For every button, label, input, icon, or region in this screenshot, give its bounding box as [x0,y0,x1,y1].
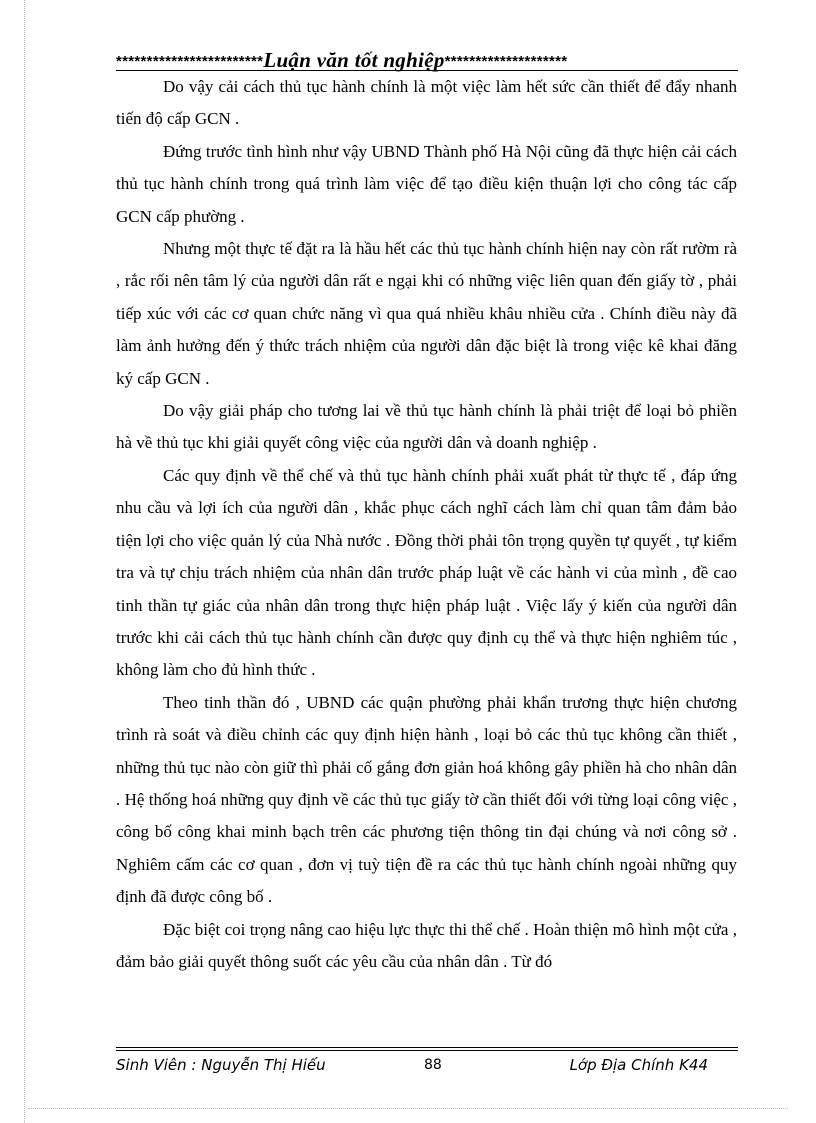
paragraph: Do vậy cải cách thủ tục hành chính là một việc làm hết sức cần thiết để đẩy nhanh tiến độ cấp GCN . [116,77,737,129]
footer-student-name: Sinh Viên : Nguyễn Thị Hiếu [116,1056,326,1074]
header-title: Luận văn tốt nghiệp [263,48,445,72]
paragraph: Đứng trước tình hình như vậy UBND Thành phố Hà Nội cũng đã thực hiện cải cách thủ tục hành chính trong quá trình làm việc để tạo điều kiện thuận lợi cho công tác cấp GCN cấp phường . [116,141,737,226]
footer-class-name: Lớp Địa Chính K44 [569,1056,708,1074]
paragraph: Đặc biệt coi trọng nâng cao hiệu lực thực thi thể chế . Hoàn thiện mô hình một cửa , đảm bảo giải quyết thông suốt các yêu cầu của nhân dân . Từ đó [116,919,737,971]
paragraph: Do vậy giải pháp cho tương lai về thủ tục hành chính là phải triệt để loại bỏ phiền hà về thủ tục khi giải quyết công việc của người dân và doanh nghiệp . [116,401,737,453]
footer-rule-top [116,1047,738,1048]
header-stars-left: ************************ [116,53,264,70]
body-text [116,71,737,978]
page-margin-guide [24,0,25,1123]
paragraph: Các quy định về thể chế và thủ tục hành chính phải xuất phát từ thực tế , đáp ứng nhu cầu và lợi ích của người dân , khắc phục cách nghĩ cách làm chỉ quan tâm đảm bảo tiện lợi cho việc quản lý của Nhà nước . Đồng thời phải tôn trọng quyền tự quyết , tự kiểm tra và tự chịu trách nhiệm của nhân dân trước pháp luật về các hành vi của mình , đề cao tinh thần tự giác của nhân dân trong thực hiện pháp luật . Việc lấy ý kiến của người dân trước khi cải cách thủ tục hành chính cần được quy định cụ thể và thực hiện nghiêm túc , không làm cho đủ hình thức . [116,465,737,680]
footer-rule-bottom [116,1050,738,1051]
page-footer [116,1053,738,1077]
paragraph: Nhưng một thực tế đặt ra là hầu hết các thủ tục hành chính hiện nay còn rất rườm rà , rắc rối nên tâm lý của người dân rất e ngại khi có những việc liên quan đến giấy tờ , phải tiếp xúc với các cơ quan chức năng vì qua quá nhiều khâu nhiều cửa . Chính điều này đã làm ảnh hưởng đến ý thức trách nhiệm của người dân đặc biệt là trong việc kê khai đăng ký cấp GCN . [116,239,737,388]
paragraph: Theo tinh thần đó , UBND các quận phường phải khẩn trương thực hiện chương trình rà soát và điều chỉnh các quy định hiện hành , loại bỏ các thủ tục không cần thiết , những thủ tục nào còn giữ thì phải cố gắng đơn giản hoá không gây phiền hà cho nhân dân . Hệ thống hoá những quy định về các thủ tục giấy tờ cần thiết đối với từng loại công việc , công bố công khai minh bạch trên các phương tiện thông tin đại chúng và nơi công sở . Nghiêm cấm các cơ quan , đơn vị tuỳ tiện đề ra các thủ tục hành chính ngoài những quy định đã được công bố . [116,692,737,907]
page-header [116,48,740,72]
page-number: 88 [424,1057,442,1073]
header-stars-right: ******************** [444,53,568,70]
page-margin-guide [28,1108,788,1109]
